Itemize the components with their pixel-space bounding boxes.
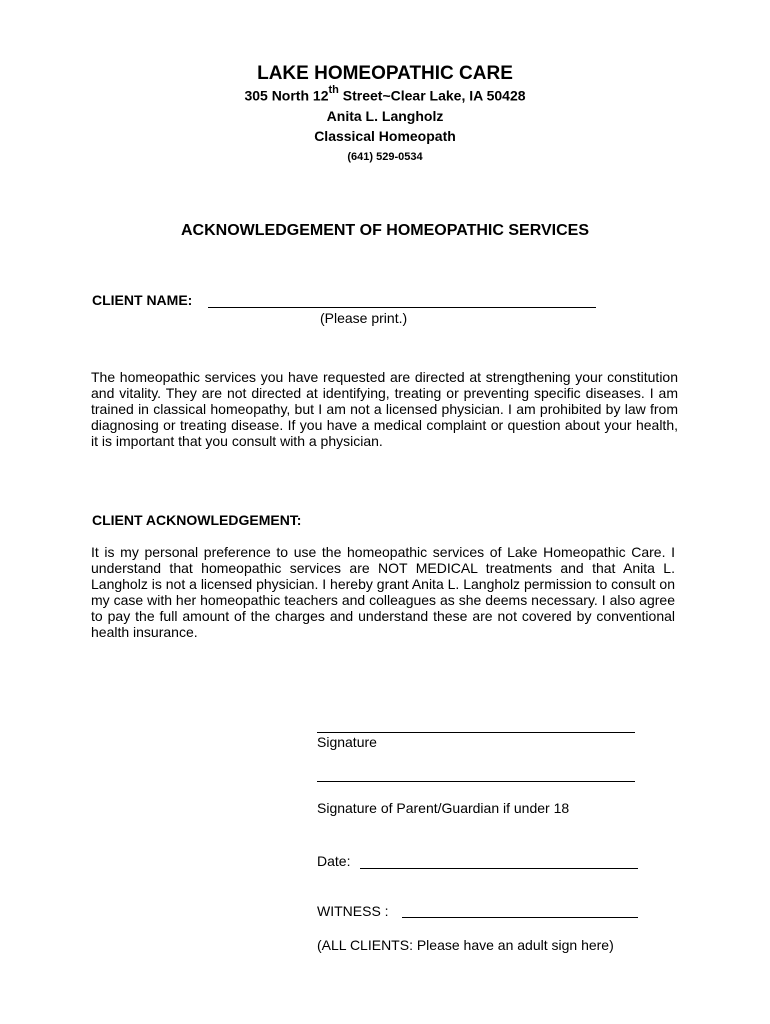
- client-name-label: CLIENT NAME:: [92, 292, 193, 308]
- client-name-field[interactable]: [208, 307, 596, 308]
- practitioner-name: Anita L. Langholz: [326, 108, 444, 124]
- acknowledgement-paragraph: It is my personal preference to use the homeopathic services of Lake Homeopathic Care. I understand that homeopathic services are NOT MEDICAL treatments and that Anita L. Langholz is not a licensed physician. I hereby grant Anita L. Langholz permission to consult on my case with her homeopathic teachers and colleagues as she deems necessary. I also agree to pay the full amount of the charges and understand these are not covered by conventional health insurance.: [91, 544, 675, 640]
- address-prefix: 305 North 12: [244, 87, 329, 104]
- signature-label: Signature: [317, 734, 377, 750]
- date-label: Date:: [317, 853, 351, 869]
- acknowledgement-heading: CLIENT ACKNOWLEDGEMENT:: [92, 512, 302, 528]
- witness-signature-field[interactable]: [402, 917, 638, 918]
- guardian-signature-field[interactable]: [317, 781, 635, 782]
- address-suffix: Street~Clear Lake, IA 50428: [338, 87, 526, 104]
- address-superscript: th: [328, 84, 339, 96]
- witness-note: (ALL CLIENTS: Please have an adult sign here): [317, 937, 614, 953]
- guardian-signature-label: Signature of Parent/Guardian if under 18: [317, 800, 570, 816]
- practice-address: [0, 86, 770, 104]
- intro-paragraph: The homeopathic services you have requested are directed at strengthening your constitution and vitality. They are not directed at identifying, treating or preventing specific diseases. I am trained in classical homeopathy, but I am not a licensed physician. I am prohibited by law from diagnosing or treating disease. If you have a medical complaint or question about your health, it is important that you consult with a physician.: [91, 369, 678, 449]
- practice-phone: (641) 529-0534: [347, 151, 423, 163]
- practitioner-title: Classical Homeopath: [314, 128, 456, 144]
- client-name-hint: (Please print.): [320, 310, 408, 326]
- practice-name: LAKE HOMEOPATHIC CARE: [257, 63, 513, 84]
- date-field[interactable]: [360, 868, 638, 869]
- signature-field[interactable]: [317, 732, 635, 733]
- witness-label: WITNESS :: [317, 903, 389, 919]
- document-heading: ACKNOWLEDGEMENT OF HOMEOPATHIC SERVICES: [180, 222, 589, 239]
